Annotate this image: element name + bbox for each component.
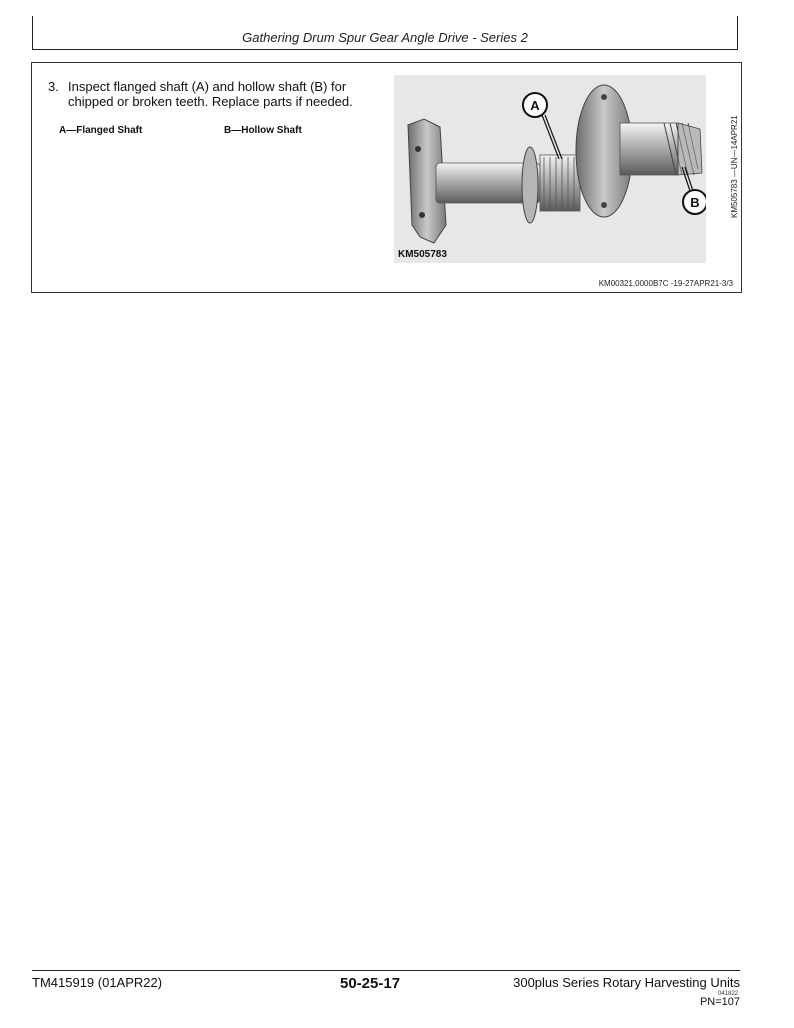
legend-hollow-shaft: B—Hollow Shaft [224,125,302,136]
footer-pn: PN=107 [699,996,740,1008]
step-number: 3. [48,79,59,94]
footer-series-title: 300plus Series Rotary Harvesting Units [513,975,740,990]
step-text: Inspect flanged shaft (A) and hollow shaft (B) for chipped or broken teeth. Replace parts if needed. [68,79,353,109]
shaft-photo [394,75,706,263]
footer-small-date: 041822 [717,991,738,997]
footer-page-number: 50-25-17 [340,975,401,992]
callout-b-label: B [690,195,700,210]
washer [522,147,538,223]
document-reference: KM00321,0000B7C -19-27APR21-3/3 [598,279,733,288]
header-title: Gathering Drum Spur Gear Angle Drive - Series 2 [242,30,528,45]
legend-flanged-shaft: A—Flanged Shaft [59,125,143,136]
step-section [31,62,742,293]
footer-rule [32,970,740,971]
figure-vertical-ref: KM505783 —UN—14APR21 [730,115,739,218]
footer-manual-id: TM415919 (01APR22) [32,975,163,990]
page-header [32,16,738,50]
shaft-illustration [394,75,706,263]
figure-id: KM505783 [398,249,447,260]
callout-a-label: A [530,98,540,113]
